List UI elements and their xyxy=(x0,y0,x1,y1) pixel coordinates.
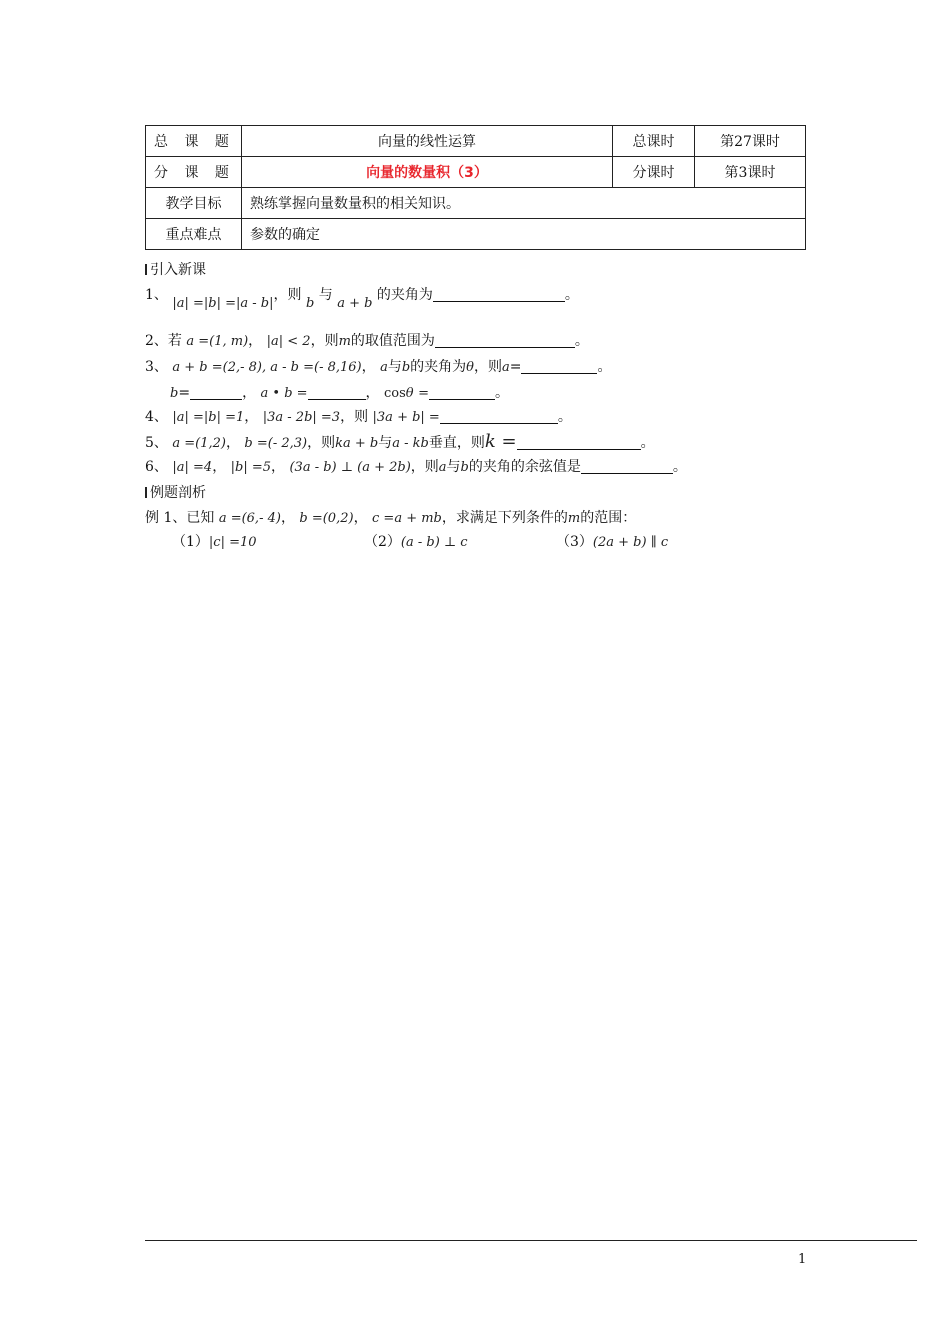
example-1-part-2: （2）(a - b) ⊥ c xyxy=(364,534,468,550)
question-3-line-2: b= ， a • b = ， cosθ = 。 xyxy=(170,385,509,401)
teaching-goal-label: 教学目标 xyxy=(146,188,242,219)
teaching-goal-value: 熟练掌握向量数量积的相关知识。 xyxy=(242,188,806,219)
example-1: 例 1、已知 a =(6,- 4)， b =(0,2)， c =a + mb，求满足下列条件的m的范围： xyxy=(145,510,637,526)
answer-blank[interactable] xyxy=(521,359,597,374)
sub-topic-label: 分 课 题 xyxy=(146,157,242,188)
sub-hours-label: 分课时 xyxy=(613,157,695,188)
section-bullet-icon xyxy=(145,487,147,498)
sub-hours-value: 第3课时 xyxy=(695,157,806,188)
question-5: 5、 a =(1,2)， b =(- 2,3)，则ka + b与a - kb垂直，则k = 。 xyxy=(145,431,655,452)
section-bullet-icon xyxy=(145,264,147,275)
example-1-part-1: （1）|c| =10 xyxy=(172,534,257,550)
answer-blank[interactable] xyxy=(433,287,565,302)
question-1: 1、 |a| =|b| =|a - b|，则 b 与 a + b 的夹角为 。 xyxy=(145,287,579,311)
footer-rule xyxy=(145,1240,917,1241)
answer-blank[interactable] xyxy=(429,385,495,400)
question-4: 4、 |a| =|b| =1， |3a - 2b| =3，则 |3a + b| = 。 xyxy=(145,409,572,425)
header-row-key-points xyxy=(146,219,806,250)
section-intro-heading: 引入新课 xyxy=(145,259,206,279)
page-number: 1 xyxy=(798,1252,807,1267)
answer-blank[interactable] xyxy=(308,385,366,400)
answer-blank[interactable] xyxy=(517,435,641,450)
section-examples-heading: 例题剖析 xyxy=(145,482,206,502)
total-topic-label: 总 课 题 xyxy=(146,126,242,157)
key-points-label: 重点难点 xyxy=(146,219,242,250)
answer-blank[interactable] xyxy=(435,333,575,348)
header-row-goal xyxy=(146,188,806,219)
answer-blank[interactable] xyxy=(190,385,242,400)
sub-topic-title: 向量的数量积（3） xyxy=(242,157,613,188)
total-topic-value: 向量的线性运算 xyxy=(242,126,613,157)
answer-blank[interactable] xyxy=(581,459,673,474)
lesson-header-table xyxy=(145,125,806,250)
question-3: 3、 a + b =(2,- 8), a - b =(- 8,16)， a与b的夹角为θ，则a= 。 xyxy=(145,359,612,375)
total-hours-label: 总课时 xyxy=(613,126,695,157)
example-1-part-3: （3）(2a + b) ∥ c xyxy=(556,534,669,550)
answer-blank[interactable] xyxy=(440,409,558,424)
header-row-total-topic xyxy=(146,126,806,157)
header-row-sub-topic xyxy=(146,157,806,188)
question-6: 6、 |a| =4， |b| =5， (3a - b) ⊥ (a + 2b)，则a与b的夹角的余弦值是 。 xyxy=(145,459,687,475)
total-hours-value: 第27课时 xyxy=(695,126,806,157)
question-2: 2、若 a =(1, m)， |a| < 2，则m的取值范围为 。 xyxy=(145,333,589,349)
key-points-value: 参数的确定 xyxy=(242,219,806,250)
